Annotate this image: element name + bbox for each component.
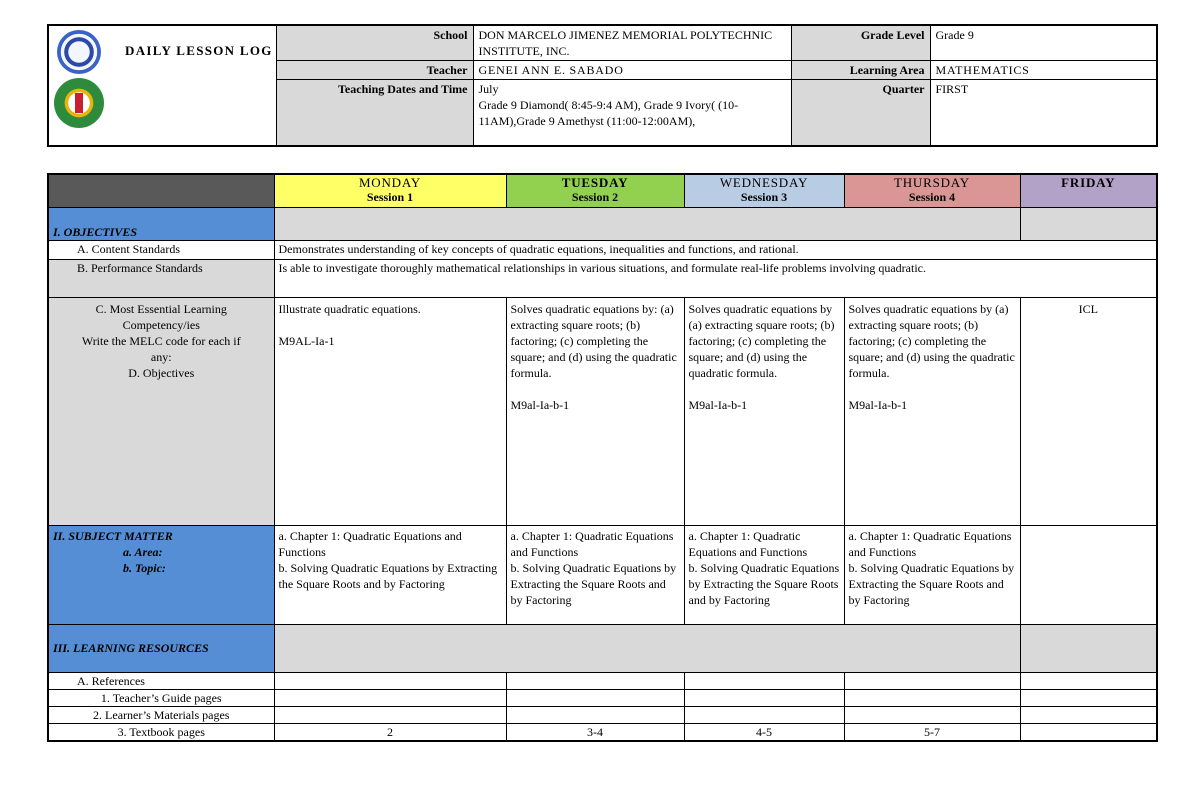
objectives-heading: I. OBJECTIVES (48, 207, 274, 240)
melc-friday: ICL (1020, 297, 1157, 525)
school-logo-emblem-icon (75, 93, 83, 113)
textbook-pages-thursday: 5-7 (844, 723, 1020, 741)
melc-monday (274, 297, 506, 525)
melc-text: Solves quadratic equations by (a) extracting square roots; (b) factoring; (c) completing the square; and (d) using the quadratic formula. (688, 301, 835, 380)
day-header-wednesday (684, 174, 844, 207)
teachers-guide-tuesday (506, 689, 684, 706)
performance-standards-label: B. Performance Standards (48, 259, 274, 297)
learners-materials-wednesday (684, 706, 844, 723)
subject-matter-heading: II. SUBJECT MATTER (53, 528, 173, 543)
session-label: Session 1 (366, 190, 414, 204)
quarter-label: Quarter (791, 80, 930, 146)
melc-label-line: C. Most Essential Learning (95, 301, 227, 316)
school-value: DON MARCELO JIMENEZ MEMORIAL POLYTECHNIC INSTITUTE, INC. (473, 25, 791, 61)
textbook-pages-monday: 2 (274, 723, 506, 741)
references-tuesday (506, 672, 684, 689)
melc-code: M9al-Ia-b-1 (848, 397, 908, 412)
teacher-label: Teacher (276, 61, 473, 80)
school-label: School (276, 25, 473, 61)
melc-thursday (844, 297, 1020, 525)
melc-label-line: Competency/ies (122, 317, 200, 332)
subject-matter-wednesday: a. Chapter 1: Quadratic Equations and Functions b. Solving Quadratic Equations by Extracting the Square Roots and by Factoring (684, 525, 844, 624)
day-header-friday (1020, 174, 1157, 207)
melc-tuesday (506, 297, 684, 525)
grade-level-label: Grade Level (791, 25, 930, 61)
learning-area-value: MATHEMATICS (930, 61, 1157, 80)
teacher-value: GENEI ANN E. SABADO (473, 61, 791, 80)
learning-resources-heading: III. LEARNING RESOURCES (48, 624, 274, 672)
melc-label-line: Write the MELC code for each if (81, 333, 241, 348)
teachers-guide-label: 1. Teacher’s Guide pages (48, 689, 274, 706)
references-label: A. References (48, 672, 274, 689)
melc-text: Illustrate quadratic equations. (278, 301, 421, 316)
objectives-heading-fill-friday (1020, 207, 1157, 240)
objectives-heading-fill (274, 207, 1020, 240)
learners-materials-label: 2. Learner’s Materials pages (48, 706, 274, 723)
references-thursday (844, 672, 1020, 689)
subject-matter-label (48, 525, 274, 624)
melc-code: M9AL-Ia-1 (278, 333, 335, 348)
melc-text: Solves quadratic equations by (a) extracting square roots; (b) factoring; (c) completing the square; and (d) using the quadratic formula. (848, 301, 1015, 380)
day-header-thursday (844, 174, 1020, 207)
melc-label-line: D. Objectives (128, 365, 195, 380)
lesson-log-table (47, 173, 1158, 742)
teachers-guide-monday (274, 689, 506, 706)
textbook-pages-label: 3. Textbook pages (48, 723, 274, 741)
references-monday (274, 672, 506, 689)
learning-resources-heading-fill-friday (1020, 624, 1157, 672)
content-standards-label: A. Content Standards (48, 240, 274, 259)
page-title: DAILY LESSON LOG (125, 43, 273, 58)
performance-standards-value: Is able to investigate thoroughly mathematical relationships in various situations, and formulate real-life problems involving quadratic. (274, 259, 1157, 297)
learners-materials-tuesday (506, 706, 684, 723)
references-wednesday (684, 672, 844, 689)
textbook-pages-friday (1020, 723, 1157, 741)
melc-code: M9al-Ia-b-1 (688, 397, 748, 412)
subject-matter-tuesday: a. Chapter 1: Quadratic Equations and Functions b. Solving Quadratic Equations by Extracting the Square Roots and by Factoring (506, 525, 684, 624)
learners-materials-friday (1020, 706, 1157, 723)
learning-resources-heading-fill (274, 624, 1020, 672)
session-label: Session 4 (908, 190, 956, 204)
subject-matter-thursday: a. Chapter 1: Quadratic Equations and Functions b. Solving Quadratic Equations by Extracting the Square Roots and by Factoring (844, 525, 1020, 624)
area-label: a. Area: (123, 544, 163, 559)
day-name: THURSDAY (894, 175, 970, 190)
teaching-month: July (478, 82, 499, 96)
teaching-dates-label: Teaching Dates and Time (276, 80, 473, 146)
title-cell (48, 25, 276, 146)
lesson-log-header (47, 24, 1158, 147)
day-header-corner (48, 174, 274, 207)
melc-code: M9al-Ia-b-1 (510, 397, 570, 412)
teachers-guide-friday (1020, 689, 1157, 706)
teachers-guide-wednesday (684, 689, 844, 706)
teachers-guide-thursday (844, 689, 1020, 706)
melc-label (48, 297, 274, 525)
day-header-monday (274, 174, 506, 207)
learning-area-label: Learning Area (791, 61, 930, 80)
subject-matter-friday (1020, 525, 1157, 624)
topic-label: b. Topic: (123, 560, 166, 575)
melc-label-line: any: (150, 349, 172, 364)
session-label: Session 3 (740, 190, 788, 204)
deped-seal-icon (57, 30, 101, 74)
melc-text: Solves quadratic equations by: (a) extracting square roots; (b) factoring; (c) completing the square; and (d) using the quadratic formula. (510, 301, 677, 380)
melc-wednesday (684, 297, 844, 525)
learners-materials-monday (274, 706, 506, 723)
day-name: WEDNESDAY (719, 175, 809, 190)
teaching-sections: Grade 9 Diamond( 8:45-9:4 AM), Grade 9 Ivory( (10-11AM),Grade 9 Amethyst (11:00-12:00AM), (478, 98, 739, 128)
day-name: FRIDAY (1061, 175, 1116, 190)
grade-level-value: Grade 9 (930, 25, 1157, 61)
content-standards-value: Demonstrates understanding of key concepts of quadratic equations, inequalities and functions, and rational. (274, 240, 1157, 259)
quarter-value: FIRST (930, 80, 1157, 146)
references-friday (1020, 672, 1157, 689)
day-name: TUESDAY (561, 175, 629, 190)
session-label: Session 2 (571, 190, 619, 204)
textbook-pages-tuesday: 3-4 (506, 723, 684, 741)
subject-matter-monday: a. Chapter 1: Quadratic Equations and Functions b. Solving Quadratic Equations by Extracting the Square Roots and by Factoring (274, 525, 506, 624)
teaching-dates-value (473, 80, 791, 146)
learners-materials-thursday (844, 706, 1020, 723)
day-header-tuesday (506, 174, 684, 207)
textbook-pages-wednesday: 4-5 (684, 723, 844, 741)
day-name: MONDAY (358, 175, 422, 190)
